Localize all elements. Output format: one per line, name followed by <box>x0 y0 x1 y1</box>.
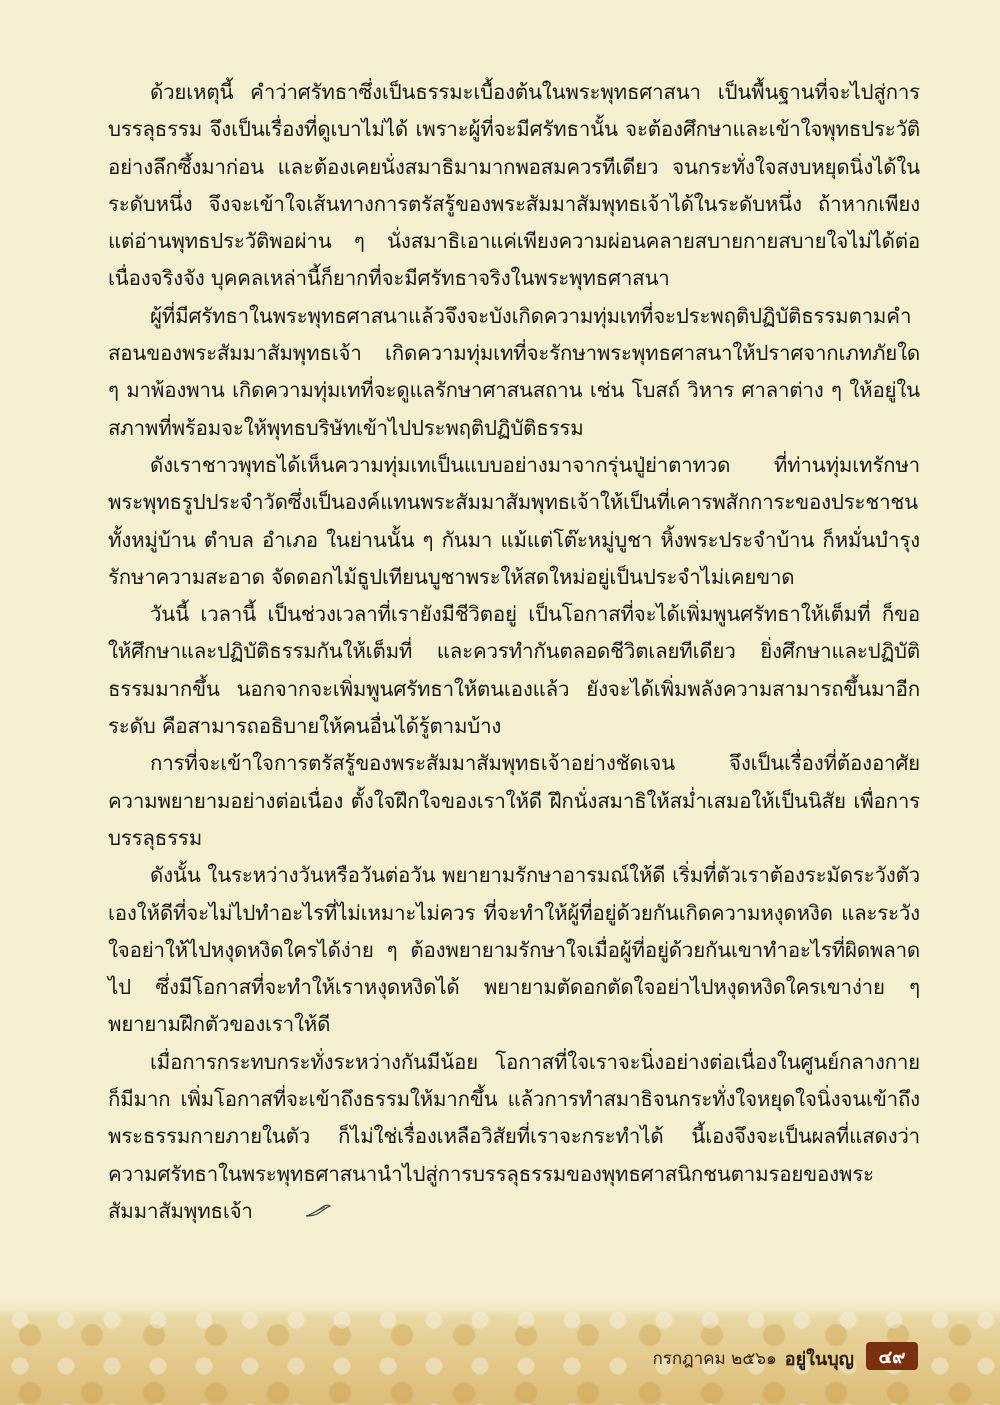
paragraph: การที่จะเข้าใจการตรัสรู้ของพระสัมมาสัมพุทธเจ้าอย่างชัดเจน จึงเป็นเรื่องที่ต้องอาศัยความพยายามอย่างต่อเนื่อง ตั้งใจฝึกใจของเราให้ดี ฝึกนั่งสมาธิให้สม่ำเสมอให้เป็นนิสัย เพื่อการบรรลุธรรม <box>108 751 920 850</box>
article-body <box>108 74 920 1231</box>
paragraph: ด้วยเหตุนี้ คำว่าศรัทธาซึ่งเป็นธรรมะเบื้องต้นในพระพุทธศาสนา เป็นพื้นฐานที่จะไปสู่การบรรลุธรรม จึงเป็นเรื่องที่ดูเบาไม่ได้ เพราะผู้ที่จะมีศรัทธานั้น จะต้องศึกษาและเข้าใจพุทธประวัติอย่างลึกซึ้งมาก่อน และต้องเคยนั่งสมาธิมามากพอสมควรทีเดียว จนกระทั่งใจสงบหยุดนิ่งได้ในระดับหนึ่ง จึงจะเข้าใจเส้นทางการตรัสรู้ของพระสัมมาสัมพุทธเจ้าได้ในระดับหนึ่ง ถ้าหากเพียงแต่อ่านพุทธประวัติพอผ่าน ๆ นั่งสมาธิเอาแค่เพียงความผ่อนคลายสบายกายสบายใจไม่ได้ต่อเนื่องจริงจัง บุคคลเหล่านี้ก็ยากที่จะมีศรัทธาจริงในพระพุทธศาสนา <box>108 80 920 291</box>
issue-date: กรกฎาคม ๒๕๖๑ <box>652 1349 777 1369</box>
footer-band <box>0 1300 1000 1405</box>
footer-fade <box>0 1300 1000 1318</box>
paragraph: ผู้ที่มีศรัทธาในพระพุทธศาสนาแล้วจึงจะบังเกิดความทุ่มเทที่จะประพฤติปฏิบัติธรรมตามคำสอนของพระสัมมาสัมพุทธเจ้า เกิดความทุ่มเทที่จะรักษาพระพุทธศาสนาให้ปราศจากเภทภัยใด ๆ มาพ้องพาน เกิดความทุ่มเทที่จะดูแลรักษาศาสนสถาน เช่น โบสถ์ วิหาร ศาลาต่าง ๆ ให้อยู่ในสภาพที่พร้อมจะให้พุทธบริษัทเข้าไปประพฤติปฏิบัติธรรม <box>108 303 920 440</box>
paragraph: วันนี้ เวลานี้ เป็นช่วงเวลาที่เรายังมีชีวิตอยู่ เป็นโอกาสที่จะได้เพิ่มพูนศรัทธาให้เต็มที่ ก็ขอให้ศึกษาและปฏิบัติธรรมกันให้เต็มที่ และควรทำกันตลอดชีวิตเลยทีเดียว ยิ่งศึกษาและปฏิบัติธรรมมากขึ้น นอกจากจะเพิ่มพูนศรัทธาให้ตนเองแล้ว ยังจะได้เพิ่มพลังความสามารถขึ้นมาอีกระดับ คือสามารถอธิบายให้คนอื่นได้รู้ตามบ้าง <box>108 602 920 739</box>
paragraph-text: เมื่อการกระทบกระทั่งระหว่างกันมีน้อย โอกาสที่ใจเราจะนิ่งอย่างต่อเนื่องในศูนย์กลางกายก็มีมาก เพิ่มโอกาสที่จะเข้าถึงธรรมให้มากขึ้น แล้วการทำสมาธิจนกระทั่งใจหยุดใจนิ่งจนเข้าถึงพระธรรมกายภายในตัว ก็ไม่ใช่เรื่องเหลือวิสัยที่เราจะกระทำได้ นี้เองจึงจะเป็นผลที่แสดงว่าความศรัทธาในพระพุทธศาสนานำไปสู่การบรรลุธรรมของพุทธศาสนิกชนตามรอยของพระสัมมาสัมพุทธเจ้า <box>108 1049 920 1223</box>
paragraph: ดังนั้น ในระหว่างวันหรือวันต่อวัน พยายามรักษาอารมณ์ให้ดี เริ่มที่ตัวเราต้องระมัดระวังตัวเองให้ดีที่จะไม่ไปทำอะไรที่ไม่เหมาะไม่ควร ที่จะทำให้ผู้ที่อยู่ด้วยกันเกิดความหงุดหงิด และระวังใจอย่าให้ไปหงุดหงิดใครได้ง่าย ๆ ต้องพยายามรักษาใจเมื่อผู้ที่อยู่ด้วยกันเขาทำอะไรที่ผิดพลาดไป ซึ่งมีโอกาสที่จะทำให้เราหงุดหงิดได้ พยายามตัดอกตัดใจอย่าไปหงุดหงิดใครเขาง่าย ๆ พยายามฝึกตัวของเราให้ดี <box>108 863 920 1037</box>
footer-info <box>652 1344 854 1373</box>
quill-pen-icon <box>263 1193 331 1230</box>
paragraph-last <box>108 1044 920 1231</box>
paragraph: ดังเราชาวพุทธได้เห็นความทุ่มเทเป็นแบบอย่างมาจากรุ่นปู่ย่าตาทวด ที่ท่านทุ่มเทรักษาพระพุทธรูปประจำวัดซึ่งเป็นองค์แทนพระสัมมาสัมพุทธเจ้าให้เป็นที่เคารพสักการะของประชาชนทั้งหมู่บ้าน ตำบล อำเภอ ในย่านนั้น ๆ กันมา แม้แต่โต๊ะหมู่บูชา หิ้งพระประจำบ้าน ก็หมั่นบำรุงรักษาความสะอาด จัดดอกไม้ธูปเทียนบูชาพระให้สดใหม่อยู่เป็นประจำไม่เคยขาด <box>108 452 920 589</box>
page-number-badge: ๔๙ <box>866 1342 918 1370</box>
magazine-name: อยู่ในบุญ <box>784 1349 854 1370</box>
